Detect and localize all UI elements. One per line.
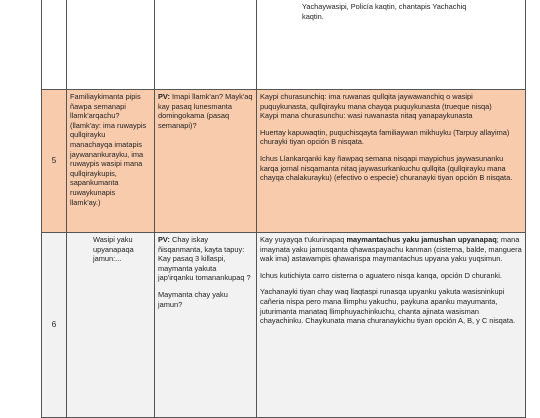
pv-label: PV: (158, 235, 170, 244)
table-row (42, 233, 526, 418)
instruction-cell (155, 90, 257, 233)
note-paragraph: Huertay kapuwaqtin, puquchisqayta familiaywan mikhuyku (Tarpuy allayima) churayki tiyan opción B nisqata. (260, 127, 510, 147)
question-cell (67, 90, 155, 233)
note-paragraph: Ichus kutichiyta carro cisterna o aguatero nisqa kanqa, opción D churanki. (260, 270, 502, 280)
note-paragraph: Kaypi churasunchiq: ima ruwanas qullqita jaywawanchiq o wasipi puquykunasta, qullqirayku mana chayqa puquykunasta (trueque nisqa) Kaypi mana churasunchu: wasi ruwanasta nitaq yanapaykunasta (260, 92, 492, 121)
instruction-cell (155, 0, 257, 90)
question-cell (67, 233, 155, 418)
row-number (42, 0, 67, 90)
note-cell (257, 90, 526, 233)
survey-table (41, 0, 526, 418)
row-number: 6 (42, 233, 67, 418)
note-paragraph: Ichus Llankarqanki kay ñawpaq semana nisqapi maypichus jaywasunanku karqa jornal nisqamanta nitaq jaywasurkankuchu qullqita (qullqirayku mana chayqa chalakurayku) (efectivo o especie) churanayki tiyan opción B nisqata. (260, 153, 513, 183)
note-text: Yachaywasipi, Policía kaqtin, chantapis Yachachiq kaqtin. (302, 2, 467, 21)
question-text: Familiaykimanta pipis ñawpa semanapi llamk'arqachu? (llamk'ay: ima ruwaypis qullqirayku manachayqa imatapis jaywanankurayku, ima ruwaypis wasipi mana qullqirayku​pis, sapankumanta ruwaykunapis llamk'ay.) (70, 92, 147, 207)
note-emphasis: maymantachus yaku jamushan upyanapaq (346, 235, 497, 244)
instruction-text: Chay iskay ñisqanmanta, kayta tapuy: Kay pasaq 3 killaspi, maymanta yakuta jap'irqanku tomanankupaq ? (158, 235, 251, 283)
note-rest: ; mana imaynata yaku jamusqanta qhawaspayachu kanman (cisterna, balde, manguera wak ima) astawampis qhawarispa maymantachus upyana yaku yuqsimun. (260, 235, 522, 264)
note-cell (257, 233, 526, 418)
table-row (42, 0, 526, 90)
table-row (42, 90, 526, 233)
instruction-text: Imapi llamk'an? Mayk'aq kay pasaq lunesmanta domingokama (pasaq semanapi)? (158, 92, 253, 130)
instruction-extra: Maymanta chay yaku jamun? (158, 289, 228, 309)
question-cell (67, 0, 155, 90)
instruction-cell (155, 233, 257, 418)
note-intro: Kay yuyayqa t'ukurinapaq (260, 235, 347, 244)
pv-label: PV: (158, 92, 170, 101)
row-number: 5 (42, 90, 67, 233)
note-cell (257, 0, 526, 90)
question-text: Wasipi yaku upyanapaqa jamun:... (93, 235, 134, 264)
note-paragraph: Yachanayki tiyan chay waq llaqtaspi runasqa upyanku yakuta wasisninkupi cañeria nispa pero mana llimphu yakuchu, paykuna apanku mayumanta, juturimanta manataq llimphuyachinkuchu, chanta ajinata wasisman chayachinku. Chaykunata mana churanaykichu tiyan opción A, B, y C nisqata. (260, 287, 516, 326)
